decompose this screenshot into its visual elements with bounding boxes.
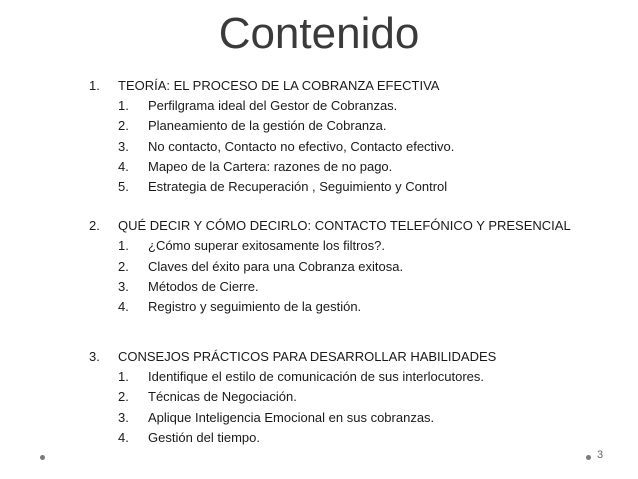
list-item [0,297,638,317]
section-spacer [0,317,638,347]
item-number: 4. [118,158,129,174]
list-item [0,387,638,407]
item-number: 1. [118,238,129,254]
item-text: Técnicas de Negociación. [148,389,297,405]
list-item [0,428,638,448]
list-item [0,408,638,428]
item-number: 3. [118,409,129,425]
item-text: Estrategia de Recuperación , Seguimiento y Control [148,178,448,194]
section-number: 1. [89,78,100,93]
item-text: Métodos de Cierre. [148,278,259,294]
item-text: Aplique Inteligencia Emocional en sus cobranzas. [148,409,435,425]
section-1 [0,76,638,197]
section-number: 3. [89,349,100,365]
list-item [0,367,638,387]
list-item [0,96,638,116]
item-text: Mapeo de la Cartera: razones de no pago. [148,158,393,174]
item-number: 3. [118,278,129,294]
item-text: Gestión del tiempo. [148,429,261,445]
item-number: 4. [118,298,129,314]
section-title: CONSEJOS PRÁCTICOS PARA DESARROLLAR HABILIDADES [118,349,497,365]
list-item [0,116,638,136]
section-title: TEORÍA: EL PROCESO DE LA COBRANZA EFECTIVA [118,78,440,93]
item-number: 2. [118,258,129,274]
section-heading [0,76,638,96]
item-number: 4. [118,429,129,445]
list-item [0,236,638,256]
item-number: 1. [118,98,129,114]
footer-dot-left [40,455,45,460]
list-item [0,137,638,157]
section-number: 2. [89,218,100,234]
item-text: Identifique el estilo de comunicación de sus interlocutores. [148,369,485,385]
slide-title: Contenido [218,9,420,58]
item-text: Perfilgrama ideal del Gestor de Cobranzas. [148,98,398,114]
list-item [0,157,638,177]
section-2 [0,216,638,317]
item-number: 2. [118,118,129,134]
section-heading [0,216,638,236]
section-3 [0,347,638,448]
list-item [0,257,638,277]
content-outline [0,76,638,448]
section-spacer [0,197,638,216]
item-number: 2. [118,389,129,405]
page-number: 3 [597,449,604,461]
item-number: 5. [118,178,129,194]
footer-dot-right [586,455,591,460]
list-item [0,277,638,297]
item-text: Claves del éxito para una Cobranza exitosa. [148,258,404,274]
section-heading [0,347,638,367]
item-text: No contacto, Contacto no efectivo, Contacto efectivo. [148,138,455,154]
item-text: Registro y seguimiento de la gestión. [148,298,362,314]
item-number: 1. [118,369,129,385]
item-number: 3. [118,138,129,154]
list-item [0,177,638,197]
section-title: QUÉ DECIR Y CÓMO DECIRLO: CONTACTO TELEFÓNICO Y PRESENCIAL [118,218,571,234]
item-text: ¿Cómo superar exitosamente los filtros?. [148,238,385,254]
item-text: Planeamiento de la gestión de Cobranza. [148,118,387,134]
